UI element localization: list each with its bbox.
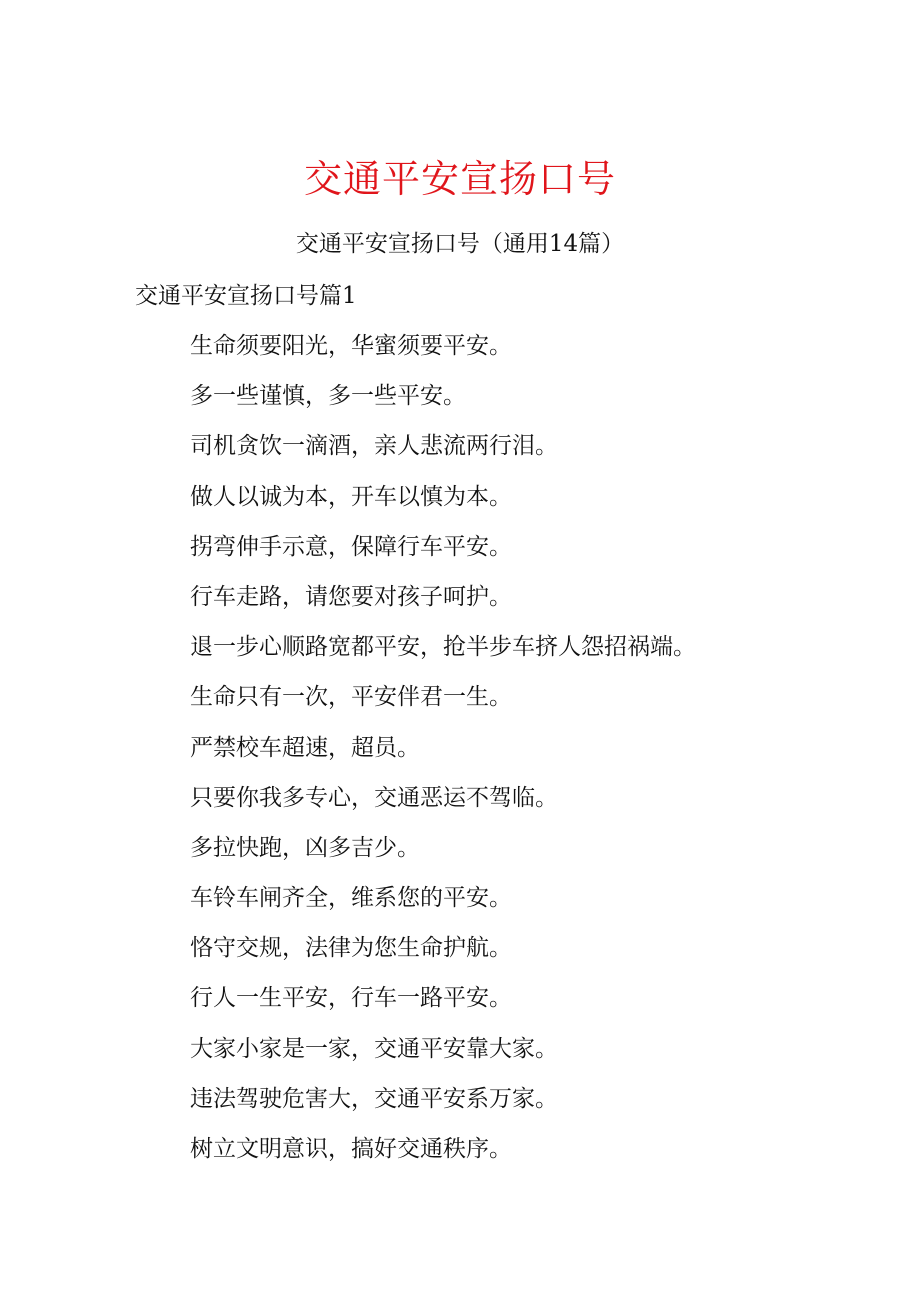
slogan-line: 大家小家是一家，交通平安靠大家。: [190, 1035, 558, 1062]
document-subtitle: 交通平安宣扬口号（通用14篇）: [295, 231, 625, 257]
slogan-line: 树立文明意识，搞好交通秩序。: [190, 1136, 512, 1162]
slogan-line: 生命只有一次，平安伴君一生。: [190, 684, 512, 711]
document-title: 交通平安宣扬口号: [303, 157, 616, 201]
slogan-line: 多一些谨慎，多一些平安。: [190, 383, 466, 410]
slogan-line: 拐弯伸手示意，保障行车平安。: [190, 533, 512, 560]
slogan-line: 只要你我多专心，交通恶运不驾临。: [190, 784, 558, 811]
slogan-line: 行车走路，请您要对孩子呵护。: [190, 583, 512, 610]
slogan-line: 违法驾驶危害大，交通平安系万家。: [190, 1085, 558, 1112]
slogan-line: 恪守交规，法律为您生命护航。: [190, 935, 512, 962]
slogan-list: [190, 328, 696, 1181]
slogan-line: 做人以诚为本，开车以慎为本。: [190, 483, 512, 510]
slogan-line: 行人一生平安，行车一路平安。: [190, 985, 512, 1012]
section-heading: 交通平安宣扬口号篇1: [135, 283, 357, 309]
slogan-line: 生命须要阳光，华蜜须要平安。: [190, 333, 512, 359]
slogan-line: 退一步心顺路宽都平安，抢半步车挤人怨招祸端。: [190, 634, 696, 661]
slogan-line: 车铃车闸齐全，维系您的平安。: [190, 885, 512, 912]
slogan-line: 严禁校车超速，超员。: [190, 734, 420, 761]
slogan-line: 司机贪饮一滴酒，亲人悲流两行泪。: [190, 433, 558, 460]
slogan-line: 多拉快跑，凶多吉少。: [190, 834, 420, 861]
